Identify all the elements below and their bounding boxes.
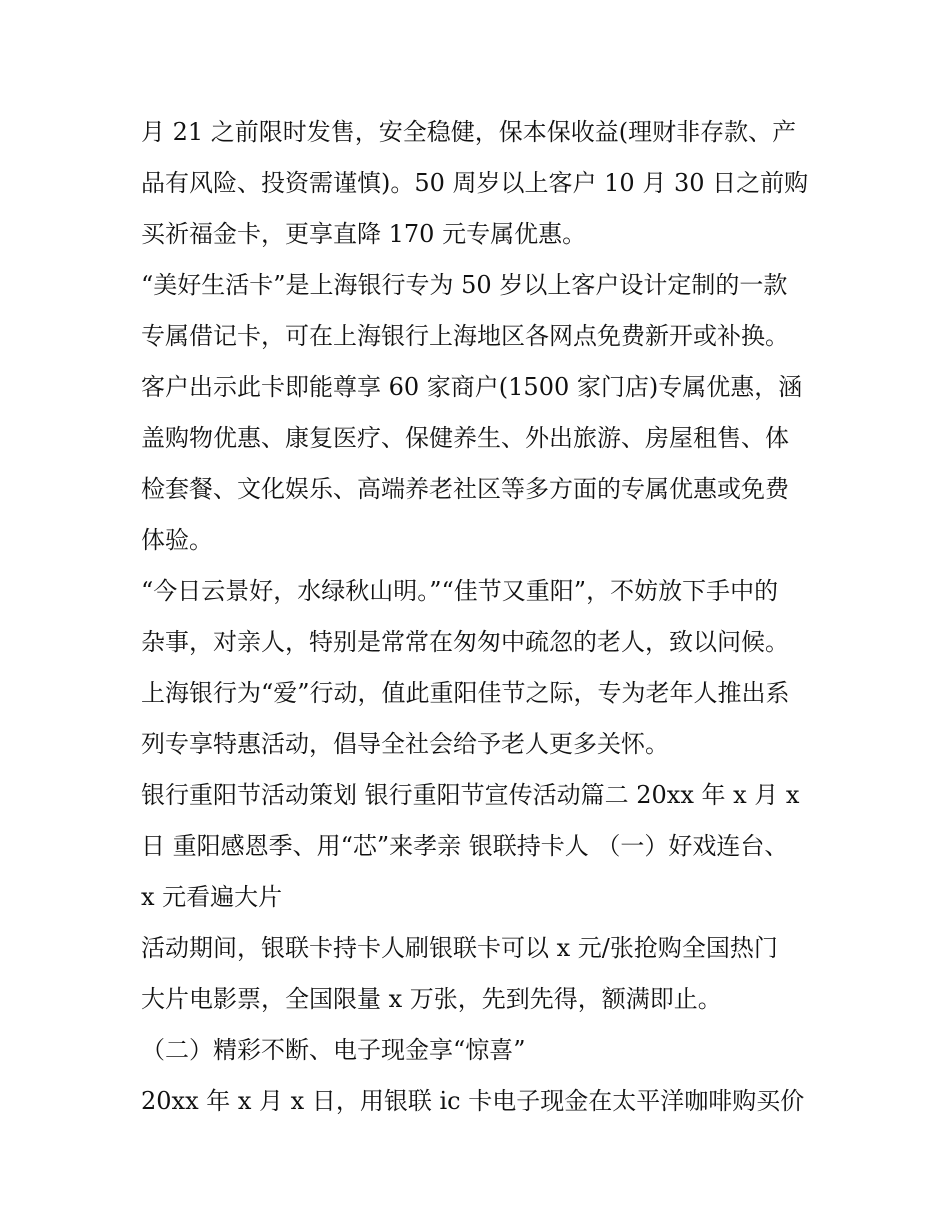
text-line: 杂事，对亲人，特别是常常在匆匆中疏忽的老人，致以问候。	[141, 628, 789, 656]
text-line: 客户出示此卡即能尊享 60 家商户(1500 家门店)专属优惠，涵	[141, 373, 803, 401]
text-line: 品有风险、投资需谨慎)。50 周岁以上客户 10 月 30 日之前购	[141, 169, 809, 197]
text-line: “今日云景好，水绿秋山明。”“佳节又重阳”，不妨放下手中的	[141, 577, 779, 605]
text-line: 检套餐、文化娱乐、高端养老社区等多方面的专属优惠或免费	[141, 475, 789, 503]
text-line: x 元看遍大片	[141, 883, 283, 911]
text-line: 列专享特惠活动，倡导全社会给予老人更多关怀。	[141, 730, 669, 758]
text-line: 活动期间，银联卡持卡人刷银联卡可以 x 元/张抢购全国热门	[141, 934, 778, 962]
text-line: 银行重阳节活动策划 银行重阳节宣传活动篇二 20xx 年 x 月 x	[141, 781, 800, 809]
text-line: 日 重阳感恩季、用“芯”来孝亲 银联持卡人 （一）好戏连台、	[141, 832, 789, 860]
text-line: 月 21 之前限时发售，安全稳健，保本保收益(理财非存款、产	[141, 118, 797, 146]
text-line: “美好生活卡”是上海银行专为 50 岁以上客户设计定制的一款	[141, 271, 788, 299]
text-line: 买祈福金卡，更享直降 170 元专属优惠。	[141, 220, 587, 248]
text-line: 专属借记卡，可在上海银行上海地区各网点免费新开或补换。	[141, 322, 789, 350]
text-line: 大片电影票，全国限量 x 万张，先到先得，额满即止。	[141, 985, 722, 1013]
document-body	[141, 107, 821, 1127]
text-line: （二）精彩不断、电子现金享“惊喜”	[141, 1036, 526, 1064]
text-line: 体验。	[141, 526, 213, 554]
text-line: 上海银行为“爱”行动，值此重阳佳节之际，专为老年人推出系	[141, 679, 790, 707]
text-line: 20xx 年 x 月 x 日，用银联 ic 卡电子现金在太平洋咖啡购买价	[141, 1087, 805, 1115]
text-line: 盖购物优惠、康复医疗、保健养生、外出旅游、房屋租售、体	[141, 424, 789, 452]
